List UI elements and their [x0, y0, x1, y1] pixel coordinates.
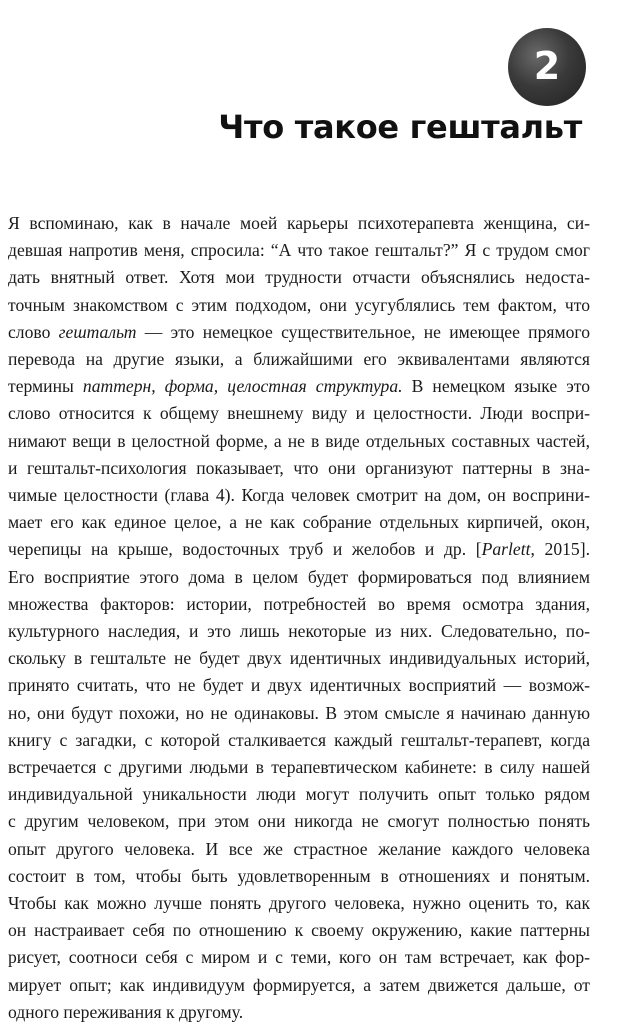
text-segment: — это немецкое существительное, не имеющее прямого: [136, 321, 590, 342]
text-segment: черепицы на крыше, водосточных труб и желобов и др. [: [8, 539, 482, 560]
text-line: точным знакомством с этим подходом, они усугублялись тем фактом, что: [8, 294, 590, 315]
italic-term: паттерн, форма, целостная структура.: [82, 376, 403, 397]
text-line: опыт другого человека. И все же страстное желание каждого человека: [8, 838, 590, 859]
text-line: [8, 373, 590, 400]
italic-term: Parlett: [481, 539, 531, 560]
text-line: перевода на другие языки, а ближайшими его эквивалентами являются: [8, 349, 590, 370]
text-line: индивидуальной уникальности люди могут получить опыт только рядом: [8, 784, 590, 805]
text-line: скольку в гештальте не будет двух идентичных индивидуальных историй,: [8, 648, 590, 669]
text-line: книгу с загадки, с которой сталкивается каждый гештальт-терапевт, когда: [8, 729, 590, 750]
text-line: он настраивает себя по отношению к своему окружению, какие паттерны: [8, 920, 590, 941]
text-line: [8, 536, 590, 563]
text-line: мирует опыт; как индивидуум формируется, а затем движется дальше, от: [8, 974, 590, 995]
text-line: принято считать, что не будет и двух идентичных восприятий — возмож-: [8, 675, 590, 696]
italic-term: гештальт: [58, 321, 137, 342]
text-line: девшая напротив меня, спросила: “А что такое гештальт?” Я с трудом смог: [8, 240, 590, 261]
chapter-title: Что такое гештальт: [218, 108, 582, 146]
text-segment: термины: [8, 376, 83, 397]
text-segment: слово: [8, 321, 59, 342]
text-line: чимые целостности (глава 4). Когда человек смотрит на дом, он восприни-: [8, 485, 590, 506]
text-segment: , 2015].: [530, 539, 590, 560]
text-line: встречается с другими людьми в терапевтическом кабинете: в силу нашей: [8, 757, 590, 778]
text-line: мает его как единое целое, а не как собрание отдельных кирпичей, окон,: [8, 512, 590, 533]
text-line: и гештальт-психология показывает, что они организуют паттерны в зна-: [8, 457, 590, 478]
text-line: Чтобы как можно лучше понять другого человека, нужно оценить то, как: [8, 893, 590, 914]
text-line: рисует, соотноси себя с миром и с теми, кого он там встречает, как фор-: [8, 947, 590, 968]
text-line: но, они будут похожи, но не одинаковы. В этом смысле я начинаю данную: [8, 702, 590, 723]
text-line: с другим человеком, при этом они никогда не смогут полностью понять: [8, 811, 590, 832]
text-line: культурного наследия, и это лишь некоторые из них. Следовательно, по-: [8, 621, 590, 642]
text-line: Его восприятие этого дома в целом будет формироваться под влиянием: [8, 566, 590, 587]
text-line: нимают вещи в целостной форме, а не в виде отдельных составных частей,: [8, 430, 590, 451]
text-line: одного переживания к другому.: [8, 1001, 244, 1022]
text-line: Я вспоминаю, как в начале моей карьеры психотерапевта женщина, си-: [8, 213, 590, 233]
text-line: слово относится к общему внешнему виду и целостности. Люди воспри-: [8, 403, 590, 424]
chapter-number-badge: [508, 28, 586, 106]
text-line: состоит в том, чтобы быть удовлетворенным в отношениях и понятым.: [8, 865, 590, 886]
chapter-number: 2: [533, 44, 561, 88]
text-line: [8, 319, 590, 346]
text-segment: В немецком языке это: [402, 376, 590, 397]
text-line: дать внятный ответ. Хотя мои трудности отчасти объяснялись недоста-: [8, 267, 590, 288]
body-paragraph: [8, 210, 590, 1026]
text-line: множества факторов: истории, потребностей во время осмотра здания,: [8, 593, 590, 614]
